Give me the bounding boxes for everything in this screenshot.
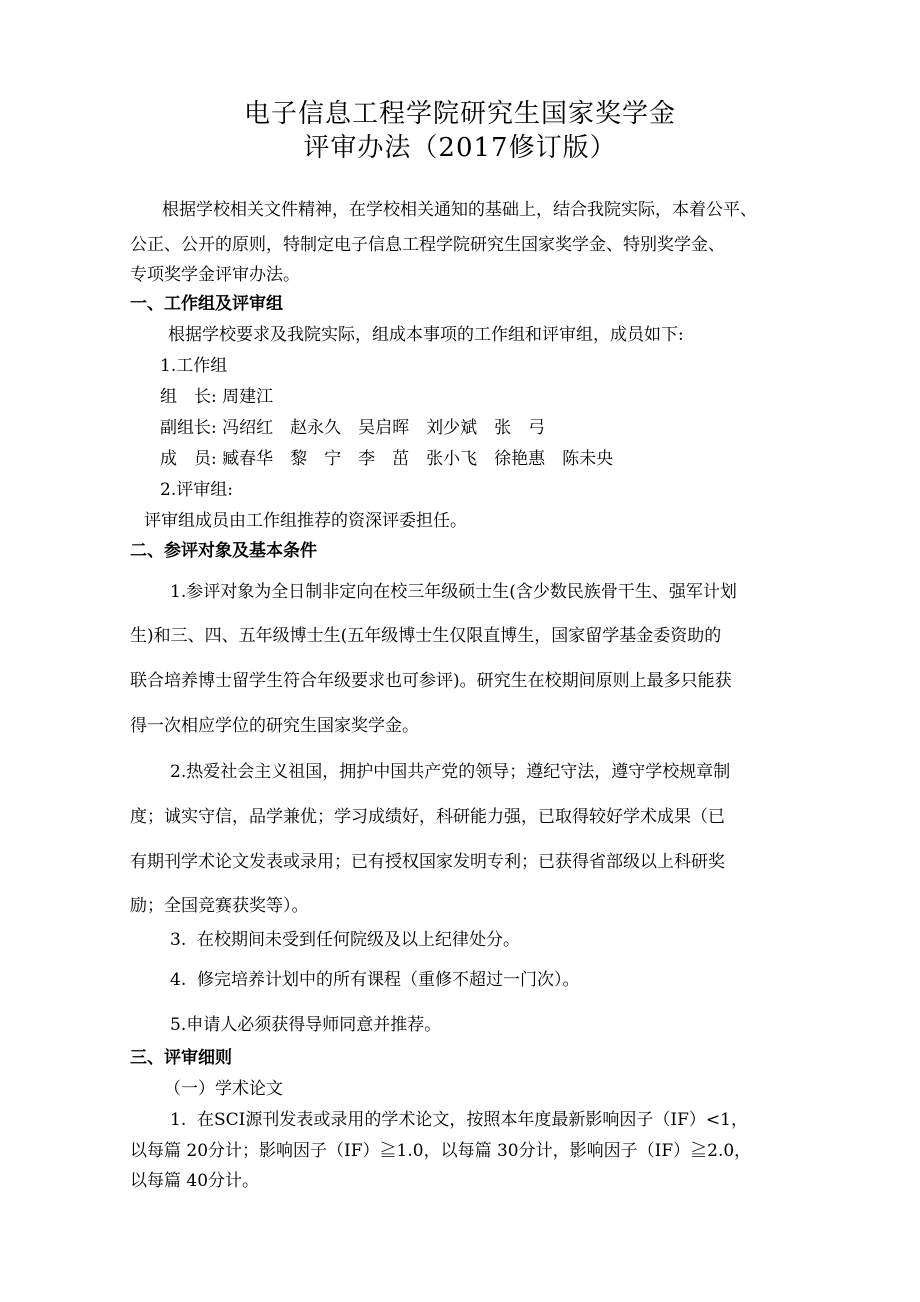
rule1-line1: 1. 在SCI源刊发表或录用的学术论文，按照本年度最新影响因子（IF）<1， [170,1110,748,1130]
intro-line-1: 根据学校相关文件精神，在学校相关通知的基础上，结合我院实际，本着公平、 [162,200,757,220]
workgroup-leader: 组 长: 周建江 [160,387,274,407]
eligibility-item2-line2: 度；诚实守信，品学兼优；学习成绩好，科研能力强，已取得较好学术成果（已 [130,807,725,827]
eligibility-item2-line3: 有期刊学术论文发表或录用；已有授权国家发明专利；已获得省部级以上科研奖 [130,852,725,872]
document-title-line2: 评审办法（2017修订版） [303,133,617,163]
eligibility-item1-line4: 得一次相应学位的研究生国家奖学金。 [130,716,419,736]
eligibility-item1-line3: 联合培养博士留学生符合年级要求也可参评)。研究生在校期间原则上最多只能获 [130,671,732,691]
document-title-line1: 电子信息工程学院研究生国家奖学金 [243,99,676,129]
intro-line-3: 专项奖学金评审办法。 [130,265,300,285]
rule1-line2: 以每篇 20分计；影响因子（IF）≧1.0，以每篇 30分计，影响因子（IF）≧2.0， [130,1141,752,1161]
workgroup-title: 1.工作组 [160,356,228,376]
review-group-title: 2.评审组: [160,480,233,500]
intro-line-2: 公正、公开的原则，特制定电子信息工程学院研究生国家奖学金、特别奖学金、 [130,235,725,255]
eligibility-item3: 3. 在校期间未受到任何院级及以上纪律处分。 [170,930,521,950]
section1-heading: 一、工作组及评审组 [130,294,283,314]
rule1-line3: 以每篇 40分计。 [130,1171,260,1191]
eligibility-item2-line4: 励；全国竞赛获奖等）。 [130,896,309,916]
eligibility-item1-line2: 生)和三、四、五年级博士生(五年级博士生仅限直博生，国家留学基金委资助的 [130,626,722,646]
eligibility-item1-line1: 1.参评对象为全日制非定向在校三年级硕士生(含少数民族骨干生、强军计划 [170,582,737,602]
review-group-desc: 评审组成员由工作组推荐的资深评委担任。 [144,511,467,531]
eligibility-item4: 4. 修完培养计划中的所有课程（重修不超过一门次）。 [170,970,580,990]
workgroup-members: 成 员: 臧春华 黎 宁 李 茁 张小飞 徐艳惠 陈未央 [160,449,614,469]
section3-heading: 三、评审细则 [130,1048,232,1068]
section2-heading: 二、参评对象及基本条件 [130,541,317,561]
eligibility-item5: 5.申请人必须获得导师同意并推荐。 [170,1015,442,1035]
workgroup-vice-leaders: 副组长: 冯绍红 赵永久 吴启晖 刘少斌 张 弓 [160,418,546,438]
section3-sub1: （一）学术论文 [164,1079,283,1099]
eligibility-item2-line1: 2.热爱社会主义祖国，拥护中国共产党的领导；遵纪守法，遵守学校规章制 [170,762,731,782]
section1-intro: 根据学校要求及我院实际，组成本事项的工作组和评审组，成员如下: [168,325,684,345]
